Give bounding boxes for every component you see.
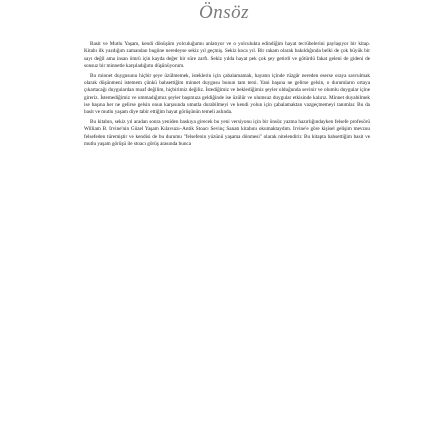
paragraph-3: Bu kitabın, sekiz yıl aradan sonra yeniden baskıya girecek bu yeni versiyonu için bir önsöz yazma hazırlığındayken felsefe profesörü William B. Irvine'nin Güzel Yaşam Kılavuzu–Antik Stoacı Sevinç Sanatı kitabını okumaktaydım. Irvine'e göre kişisel gelişim mevzuu felsefeden türemiştir ve kendisi de bu durumu "felsefenin yüzünü yaşama dönmesi" olarak nitelendirir. Bu kitapta bahsettiğim basit ve mutlu yaşam görüşü ile stoacı görüş arasında bunca xyxy=(84,119,370,148)
body-text xyxy=(84,41,370,148)
page-title: Önsöz xyxy=(198,2,249,23)
paragraph-2: Bu minnet duygusunu hiçbir şeye üzülmemek, isteklerin için çabalamamak, hayatın içinde rüzgâr nereden eserse oraya savrulmak olarak düşünmeni istemem çünkü bahsettiğim minnet duygusu bunun tam tersi. Yani başına ne gelirse gelsin, o durumların ortaya çıkartacağı duygulardan muaf değilim, hiçbirimiz değiliz. İstediğimiz ve beklediğimiz şeyler olduğunda sevinir ve olumlu duygular içine gireriz. İstemediğimiz ve ummadığımız şeyler başımıza geldiğinde ise üzülür ve olumsuz duygular etkisinde kalırız. Minnet duyabilmek ise başına her ne gelirse gelsin onun karşısında umutla durabilmeyi ve kendi yolun için çabalamaktan vazgeçmemeyi tanımlar. Bu da basit ve mutlu yaşam diye tabir ettiğim hayat görüşünün temeli aslında. xyxy=(84,72,370,116)
paragraph-1: Basit ve Mutlu Yaşam, kendi dönüşüm yolculuğumu anlatıyor ve o yolculukta edindiğim hayat tecrübelerini paylaşıyor bir kitap. Kitabı ilk yazdığım zamandan bugüne neredeyse sekiz yıl geçmiş. Sekiz koca yıl. Bir rakam olarak bakıldığında belki de çok büyük bir sayı değil ama insan ömrü için kayda değer bir süre zarfı. Sekiz yılda hayat pek çok şey getirdi ve götürdü fakat geleni de gideni de sonsuz bir minnetle karşıladığımı düşünüyorum. xyxy=(84,41,370,69)
